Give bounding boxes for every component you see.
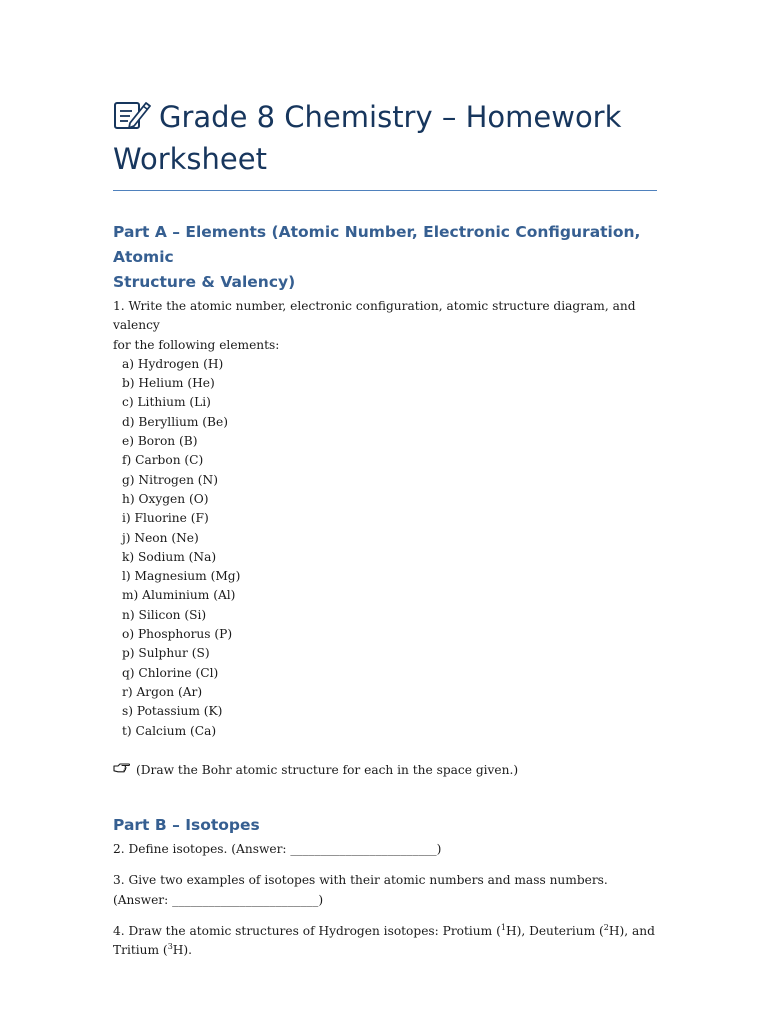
question-3-line-1: 3. Give two examples of isotopes with their atomic numbers and mass numbers.: [113, 873, 608, 888]
list-item: p) Sulphur (S): [122, 646, 210, 661]
list-item: j) Neon (Ne): [122, 530, 199, 545]
list-item: r) Argon (Ar): [122, 684, 203, 699]
list-item: t) Calcium (Ca): [122, 723, 217, 738]
list-item: i) Fluorine (F): [122, 511, 209, 526]
drawing-note: [113, 761, 658, 780]
question-4-text-e: H).: [172, 943, 193, 958]
part-b-heading: Part B – Isotopes: [113, 816, 260, 835]
question-2: 2. Define isotopes. (Answer: ________________________): [113, 842, 442, 857]
worksheet-page: [113, 96, 658, 961]
question-3: [113, 871, 658, 910]
part-a-heading: [113, 220, 658, 295]
memo-pencil-icon: [113, 97, 151, 131]
protium-mass-number: 1: [500, 922, 506, 932]
list-item: f) Carbon (C): [122, 453, 204, 468]
list-item: d) Beryllium (Be): [122, 414, 228, 429]
list-item: k) Sodium (Na): [122, 549, 217, 564]
part-a-heading-line-1: Part A – Elements (Atomic Number, Electronic Configuration, Atomic: [113, 223, 641, 266]
list-item: g) Nitrogen (N): [122, 472, 218, 487]
deuterium-mass-number: 2: [603, 922, 609, 932]
list-item: o) Phosphorus (P): [122, 627, 233, 642]
title-line-2: Worksheet: [113, 142, 267, 176]
list-item: a) Hydrogen (H): [122, 356, 224, 371]
part-a-heading-line-2: Structure & Valency): [113, 273, 296, 291]
question-1-line-1: 1. Write the atomic number, electronic configuration, atomic structure diagram, and valency: [113, 299, 636, 333]
list-item: l) Magnesium (Mg): [122, 569, 241, 584]
drawing-note-text: (Draw the Bohr atomic structure for each in the space given.): [136, 762, 519, 777]
list-item: e) Boron (B): [122, 434, 198, 449]
list-item: s) Potassium (K): [122, 704, 223, 719]
question-4-text-a: 4. Draw the atomic structures of Hydrogen isotopes: Protium (: [113, 924, 501, 939]
list-item: b) Helium (He): [122, 376, 215, 391]
title-line-1: Grade 8 Chemistry – Homework: [159, 100, 622, 134]
tritium-mass-number: 3: [167, 942, 173, 952]
list-item: h) Oxygen (O): [122, 491, 209, 506]
question-4-text-b: H), Deuterium (: [505, 924, 604, 939]
list-item: q) Chlorine (Cl): [122, 665, 219, 680]
question-4-line-2: [113, 941, 658, 960]
list-item: n) Silicon (Si): [122, 607, 207, 622]
question-4-line-1: [113, 922, 658, 941]
pointing-hand-icon: [113, 761, 131, 780]
question-1: [113, 297, 658, 355]
list-item: c) Lithium (Li): [122, 395, 211, 410]
question-1-line-2: for the following elements:: [113, 337, 280, 352]
question-3-line-2: (Answer: ________________________): [113, 892, 324, 907]
document-title: [113, 96, 658, 180]
question-4-text-c: H), and: [608, 924, 655, 939]
list-item: m) Aluminium (Al): [122, 588, 236, 603]
question-4-text-d: Tritium (: [113, 943, 168, 958]
element-list: [113, 355, 658, 741]
question-4: [113, 922, 658, 961]
title-divider: [113, 190, 657, 191]
